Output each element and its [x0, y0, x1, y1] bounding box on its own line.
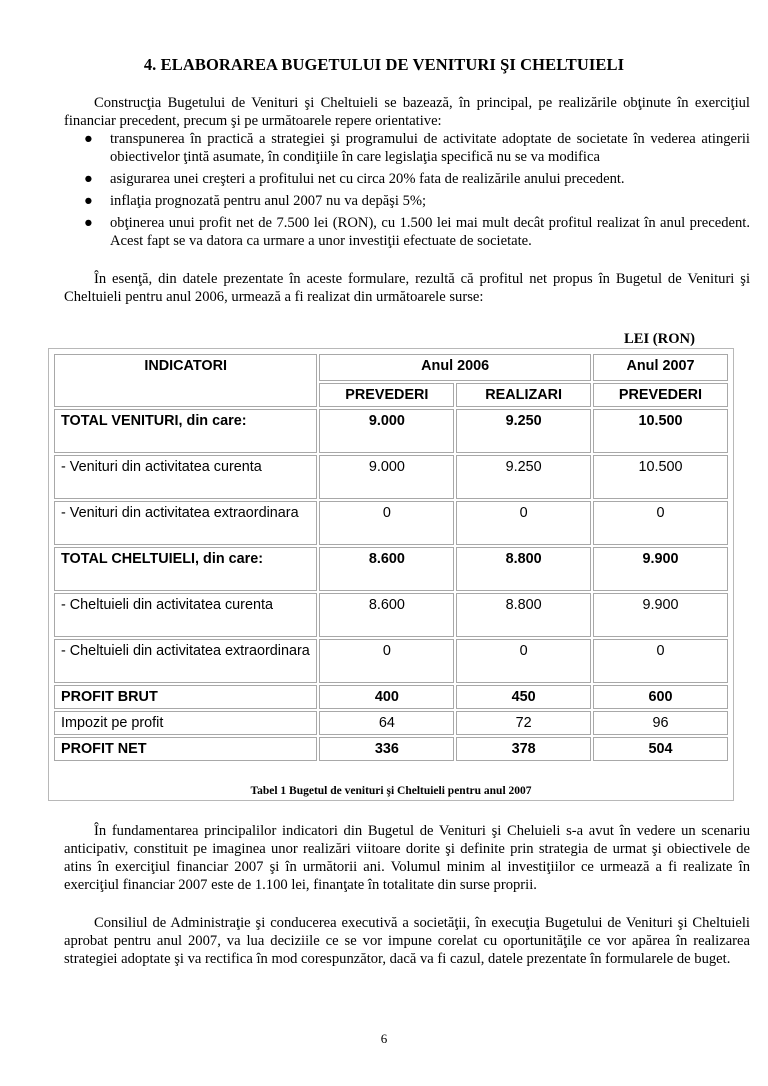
header-prevederi-2006: PREVEDERI	[319, 383, 454, 407]
bullet-icon: ●	[84, 215, 93, 231]
table-row	[54, 501, 728, 545]
row-label: - Venituri din activitatea curenta	[54, 455, 317, 499]
header-realizari-2006: REALIZARI	[456, 383, 591, 407]
cell-value: 400	[319, 685, 454, 709]
cell-value: 72	[456, 711, 591, 735]
cell-value: 8.800	[456, 547, 591, 591]
table-row	[54, 711, 728, 735]
cell-value: 9.000	[319, 409, 454, 453]
cell-value: 336	[319, 737, 454, 761]
row-label: TOTAL VENITURI, din care:	[54, 409, 317, 453]
bullet-list	[64, 130, 750, 250]
table-row	[54, 685, 728, 709]
header-indicatori: INDICATORI	[54, 354, 317, 407]
row-label: Impozit pe profit	[54, 711, 317, 735]
essence-paragraph: În esenţă, din datele prezentate în aceste formulare, rezultă că profitul net propus în Bugetul de Venituri şi Cheltuieli pentru anul 2006, urmează a fi realizat din următoarele surse:	[64, 271, 750, 305]
cell-value: 9.900	[593, 593, 728, 637]
bullet-icon: ●	[84, 131, 93, 147]
bullet-text: asigurarea unei creşteri a profitului net cu circa 20% fata de realizările anului precedent.	[110, 171, 625, 187]
table-row	[54, 737, 728, 761]
cell-value: 378	[456, 737, 591, 761]
cell-value: 600	[593, 685, 728, 709]
cell-value: 10.500	[593, 409, 728, 453]
cell-value: 0	[456, 501, 591, 545]
cell-value: 450	[456, 685, 591, 709]
bullet-item	[64, 170, 750, 188]
row-label: - Cheltuieli din activitatea curenta	[54, 593, 317, 637]
bullet-item	[64, 130, 750, 166]
bullet-item	[64, 192, 750, 210]
page-number: 6	[380, 1031, 388, 1046]
cell-value: 96	[593, 711, 728, 735]
budget-table	[52, 352, 730, 763]
unit-label: LEI (RON)	[624, 331, 695, 347]
row-label: - Cheltuieli din activitatea extraordinara	[54, 639, 317, 683]
bullet-text: transpunerea în practică a strategiei şi programului de activitate adoptate de societate în vederea atingerii obiectivelor ţintă asumate, în condiţiile în care legislaţia specifică nu se va modifica	[110, 131, 750, 165]
cell-value: 10.500	[593, 455, 728, 499]
table-caption: Tabel 1 Bugetul de venituri şi Cheltuieli pentru anul 2007	[250, 785, 532, 797]
cell-value: 0	[593, 501, 728, 545]
header-year-2006: Anul 2006	[319, 354, 591, 381]
cell-value: 0	[456, 639, 591, 683]
header-year-2007: Anul 2007	[593, 354, 728, 381]
cell-value: 9.900	[593, 547, 728, 591]
intro-paragraph: Construcţia Bugetului de Venituri şi Cheltuieli se bazează, în principal, pe realizările obţinute în exerciţiul financiar precedent, precum şi pe următoarele repere orientative:	[64, 95, 750, 129]
bullet-item	[64, 214, 750, 250]
table-row	[54, 593, 728, 637]
header-prevederi-2007: PREVEDERI	[593, 383, 728, 407]
row-label: TOTAL CHELTUIELI, din care:	[54, 547, 317, 591]
table-row	[54, 409, 728, 453]
cell-value: 8.800	[456, 593, 591, 637]
row-label: PROFIT BRUT	[54, 685, 317, 709]
row-label: - Venituri din activitatea extraordinara	[54, 501, 317, 545]
cell-value: 9.250	[456, 455, 591, 499]
cell-value: 0	[319, 639, 454, 683]
bullet-text: obţinerea unui profit net de 7.500 lei (RON), cu 1.500 lei mai mult decât profitul realizat în anul precedent. Acest fapt se va datora ca urmare a unor investiţii efectuate de societate.	[110, 215, 750, 249]
bullet-icon: ●	[84, 171, 93, 187]
row-label: PROFIT NET	[54, 737, 317, 761]
table-row	[54, 547, 728, 591]
section-title: 4. ELABORAREA BUGETULUI DE VENITURI ŞI CHELTUIELI	[143, 55, 625, 74]
cell-value: 504	[593, 737, 728, 761]
table-row	[54, 639, 728, 683]
cell-value: 0	[319, 501, 454, 545]
consiliu-paragraph: Consiliul de Administraţie şi conducerea executivă a societăţii, în execuţia Bugetului de Venituri şi Cheltuieli aprobat pentru anul 2007, va lua deciziile ce se vor impune corelat cu oportunităţile ce vor apărea în realizarea strategiei adoptate şi va rectifica în mod corespunzător, dacă va fi cazul, datele prezentate în formularele de buget.	[64, 915, 750, 967]
bullet-text: inflaţia prognozată pentru anul 2007 nu va depăşi 5%;	[110, 193, 427, 209]
cell-value: 9.250	[456, 409, 591, 453]
bullet-icon: ●	[84, 193, 93, 209]
cell-value: 9.000	[319, 455, 454, 499]
cell-value: 64	[319, 711, 454, 735]
cell-value: 8.600	[319, 547, 454, 591]
budget-table-frame	[48, 348, 734, 801]
cell-value: 0	[593, 639, 728, 683]
cell-value: 8.600	[319, 593, 454, 637]
table-row	[54, 455, 728, 499]
fundamentare-paragraph: În fundamentarea principalilor indicatori din Bugetul de Venituri şi Cheluieli s-a avut în vedere un scenariu anticipativ, constituit pe imaginea unor realizări viitoare dorite şi definite prin strategia de urmat şi obiectivele de atins în exerciţiul financiar 2007 şi în următorii ani. Volumul minim al investiţiilor ce urmează a fi realizate în exerciţiul financiar 2007 este de 1.100 lei, finanţate în totalitate din surse proprii.	[64, 823, 750, 893]
